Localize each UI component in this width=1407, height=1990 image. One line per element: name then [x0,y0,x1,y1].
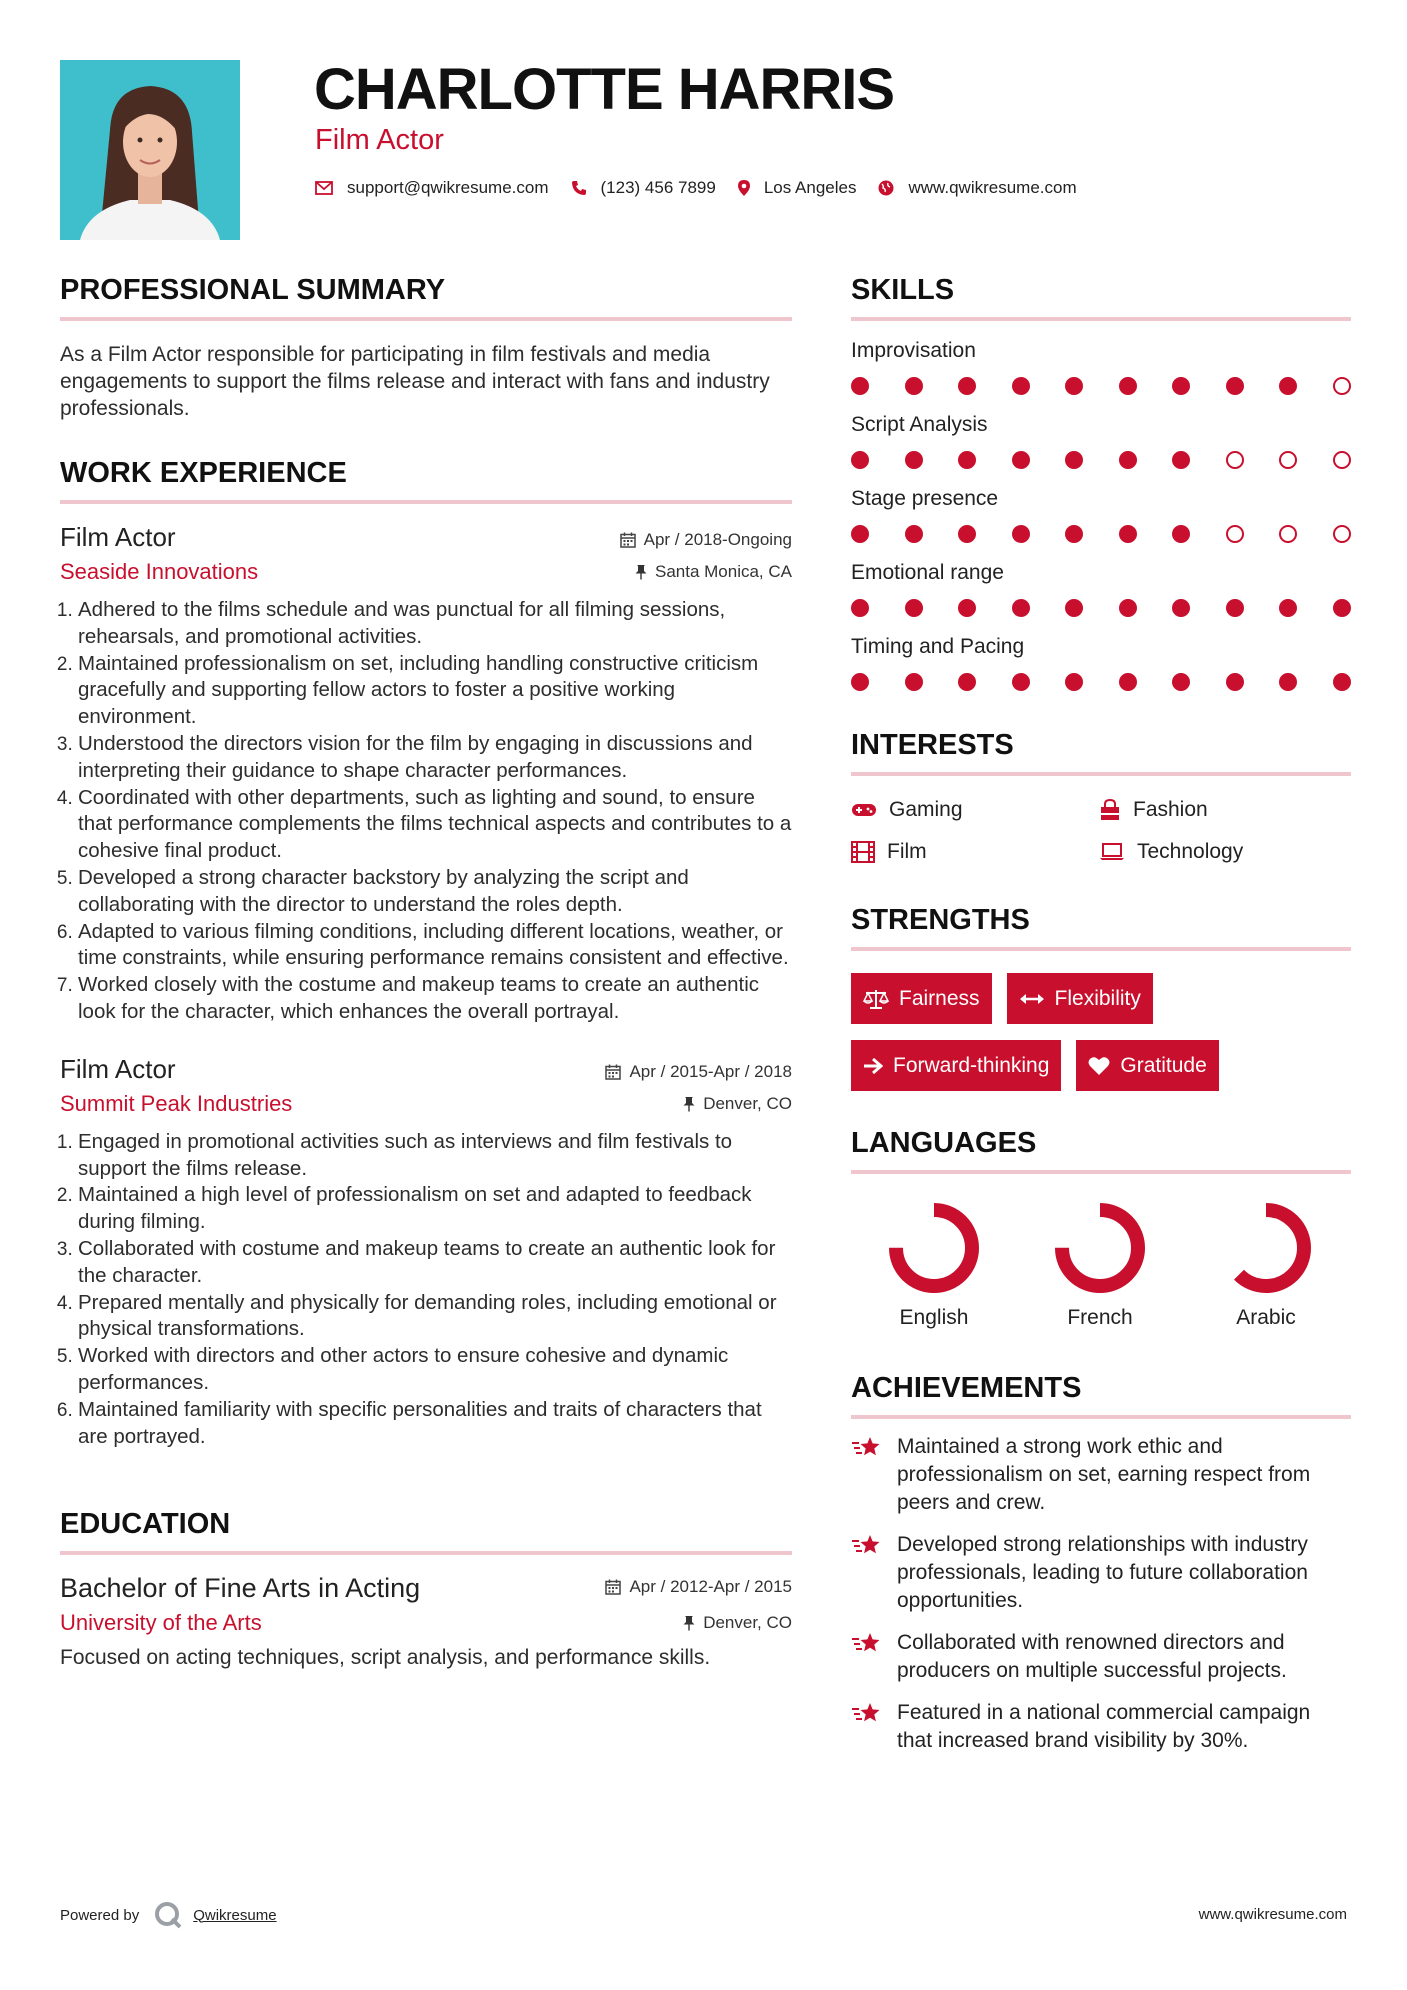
rating-dot-filled [958,377,976,395]
job-bullet: 2. Maintained professionalism on set, including handling constructive criticism gracefully and supporting fellow actors to foster a positive working environment. [78,651,792,731]
education-description: Focused on acting techniques, script analysis, and performance skills. [60,1646,711,1670]
rating-dot-empty [1279,525,1297,543]
job-bullet: 5. Developed a strong character backstory by analyzing the script and collaborating with the director to understand the roles depth. [78,865,792,919]
job-entry [60,522,792,1026]
rating-dot-filled [1226,673,1244,691]
language-proficiency-arc [1228,1210,1304,1286]
language-proficiency-arc [1062,1210,1138,1286]
skill-name: Emotional range [851,561,1004,584]
rating-dot-filled [1065,451,1083,469]
language-proficiency-ring [1050,1198,1150,1298]
job-bullet: 3. Collaborated with costume and makeup teams to create an authentic look for the character. [78,1236,792,1290]
arrow-right-icon [863,1057,883,1075]
job-location-text: Santa Monica, CA [654,562,792,581]
job-bullet: 1. Adhered to the films schedule and was punctual for all filming sessions, rehearsals, and promotional activities. [78,597,792,651]
rating-dot-empty [1333,525,1351,543]
rating-dot-filled [958,525,976,543]
skill-rating [851,525,1351,543]
heart-icon [1088,1056,1110,1076]
achievement-text: Developed strong relationships with industry professionals, leading to future collaboration opportunities. [897,1533,1308,1612]
language-item [1183,1198,1349,1330]
job-dates-text: Apr / 2018-Ongoing [643,530,792,549]
section-title-summary: PROFESSIONAL SUMMARY [60,274,792,321]
language-proficiency-ring [884,1198,984,1298]
gamepad-icon [851,802,877,818]
rating-dot-filled [1012,525,1030,543]
profile-photo [60,60,240,240]
section-title-strengths: STRENGTHS [851,904,1351,951]
strength-tag [851,1040,1061,1091]
achievement-item [851,1629,1351,1685]
rating-dot-filled [1172,673,1190,691]
interest-label: Gaming [889,798,963,821]
skill-rating [851,673,1351,691]
footer-website[interactable]: www.qwikresume.com [1198,1906,1347,1923]
arrows-horizontal-icon [1019,992,1045,1006]
rating-dot-filled [1279,377,1297,395]
job-title: Film Actor [60,522,176,552]
education-location-text: Denver, CO [703,1613,792,1633]
calendar-icon [605,1064,621,1080]
interest-label: Film [887,840,927,863]
education-school: University of the Arts [60,1610,262,1636]
rating-dot-filled [1226,599,1244,617]
achievements-list [851,1433,1351,1755]
balance-scale-icon [863,988,889,1010]
education-entry [60,1573,792,1670]
interest-item [851,798,1099,822]
star-award-icon [851,1701,883,1727]
section-title-skills: SKILLS [851,274,1351,321]
calendar-icon [605,1579,621,1595]
contact-phone-text: (123) 456 7899 [600,178,716,197]
rating-dot-filled [1172,525,1190,543]
strength-tag [1007,973,1153,1024]
interest-label: Technology [1137,840,1244,863]
strength-tag [1076,1040,1218,1091]
contact-website-text: www.qwikresume.com [908,178,1077,197]
rating-dot-filled [1012,377,1030,395]
education-section [60,1508,792,1670]
strengths-tags [851,973,1351,1091]
language-item [851,1198,1017,1330]
skill-name: Timing and Pacing [851,635,1025,658]
rating-dot-filled [1012,673,1030,691]
section-title-achievements: ACHIEVEMENTS [851,1372,1351,1419]
job-company: Summit Peak Industries [60,1090,293,1116]
film-icon [851,841,875,863]
strength-label: Forward-thinking [893,1053,1050,1077]
rating-dot-filled [1279,673,1297,691]
achievement-item [851,1433,1351,1517]
education-location [605,1613,792,1633]
rating-dot-filled [1012,451,1030,469]
star-award-icon [851,1631,883,1657]
rating-dot-filled [1172,377,1190,395]
job-entry [60,1054,792,1451]
achievement-item [851,1531,1351,1615]
skill-rating [851,377,1351,395]
rating-dot-filled [1012,599,1030,617]
rating-dot-filled [958,451,976,469]
contact-location-text: Los Angeles [763,178,857,197]
job-bullet: 1. Engaged in promotional activities such as interviews and film festivals to support the films release. [78,1129,792,1183]
job-location [605,1094,792,1114]
rating-dot-filled [1065,525,1083,543]
job-dates-text: Apr / 2015-Apr / 2018 [629,1061,792,1081]
job-bullet: 6. Maintained familiarity with specific personalities and traits of characters that are portrayed. [78,1397,792,1451]
language-proficiency-ring [1216,1198,1316,1298]
strength-label: Gratitude [1120,1053,1207,1077]
star-award-icon [851,1435,883,1461]
rating-dot-filled [1119,673,1137,691]
skill-name: Stage presence [851,487,999,510]
contact-bar [315,178,1099,198]
summary-section [60,274,792,422]
rating-dot-filled [1065,599,1083,617]
interest-label: Fashion [1133,798,1208,821]
job-company: Seaside Innovations [60,559,259,584]
rating-dot-filled [1279,599,1297,617]
rating-dot-filled [1119,525,1137,543]
rating-dot-filled [1172,451,1190,469]
experience-section [60,457,792,1450]
rating-dot-filled [905,673,923,691]
achievements-section [851,1372,1351,1755]
job-bullet: 6. Adapted to various filming conditions, including different locations, weather, or time constraints, while ensuring performance remains consistent and effective. [78,919,792,973]
rating-dot-filled [905,599,923,617]
achievement-text: Collaborated with renowned directors and producers on multiple successful projects. [897,1631,1287,1682]
candidate-name: CHARLOTTE HARRIS [314,57,895,122]
job-bullet: 4. Coordinated with other departments, such as lighting and sound, to ensure that performance complements the films technical aspects and contributes to a cohesive final product. [78,785,792,865]
skills-section [851,274,1351,691]
rating-dot-empty [1333,451,1351,469]
job-location [620,562,792,582]
strengths-section [851,904,1351,1091]
interests-grid [851,798,1351,864]
job-title: Film Actor [60,1053,176,1084]
rating-dot-empty [1226,525,1244,543]
pushpin-icon [683,1096,695,1112]
rating-dot-empty [1333,377,1351,395]
job-dates [620,530,792,550]
rating-dot-filled [905,377,923,395]
strength-label: Fairness [899,986,980,1010]
summary-text: As a Film Actor responsible for participating in film festivals and media engagements to support the films release and interact with fans and industry professionals. [60,343,770,420]
shopping-bag-icon [1099,799,1121,821]
interest-item [1099,840,1347,864]
education-meta [605,1577,792,1633]
powered-by-text: Powered by [60,1906,140,1924]
rating-dot-filled [1333,673,1351,691]
skills-list [851,339,1351,691]
achievement-text: Featured in a national commercial campaign that increased brand visibility by 30%. [897,1701,1311,1752]
rating-dot-filled [1119,451,1137,469]
job-location-text: Denver, CO [703,1093,792,1113]
rating-dot-filled [1065,377,1083,395]
contact-website[interactable] [878,178,1076,198]
language-item [1017,1198,1183,1330]
interests-section [851,729,1351,864]
left-column [60,274,792,1670]
skill-name: Improvisation [851,339,976,362]
rating-dot-filled [1119,377,1137,395]
job-meta [605,1062,792,1114]
job-bullet: 2. Maintained a high level of professionalism on set and adapted to feedback during filming. [78,1182,792,1236]
achievement-text: Maintained a strong work ethic and professionalism on set, earning respect from peers and crew. [897,1435,1311,1514]
skill-rating [851,451,1351,469]
rating-dot-filled [1172,599,1190,617]
languages-list [851,1198,1351,1330]
rating-dot-filled [1333,599,1351,617]
section-title-languages: LANGUAGES [851,1127,1351,1174]
contact-email[interactable] [315,178,549,198]
globe-icon [878,180,894,196]
rating-dot-empty [1226,451,1244,469]
language-proficiency-arc [896,1210,972,1286]
language-label: Arabic [1236,1306,1296,1329]
interest-item [1099,798,1347,822]
job-bullet: 7. Worked closely with the costume and makeup teams to create an authentic look for the character, which enhances the overall portrayal. [78,972,792,1026]
strength-label: Flexibility [1054,986,1141,1010]
rating-dot-filled [851,377,869,395]
calendar-icon [620,532,636,548]
footer-powered-by [60,1900,277,1930]
education-dates [605,1577,792,1597]
job-bullet: 3. Understood the directors vision for the film by engaging in discussions and interpreting their guidance to shape character performances. [78,731,792,785]
laptop-icon [1099,843,1125,861]
rating-dot-filled [1119,599,1137,617]
skill-name: Script Analysis [851,413,988,436]
education-dates-text: Apr / 2012-Apr / 2015 [629,1577,792,1597]
job-bullet: 5. Worked with directors and other actors to ensure cohesive and dynamic performances. [78,1343,792,1397]
rating-dot-filled [905,451,923,469]
rating-dot-empty [1279,451,1297,469]
pushpin-icon [635,564,647,580]
skill-rating [851,599,1351,617]
language-label: English [899,1306,969,1329]
rating-dot-filled [851,525,869,543]
pushpin-icon [683,1615,695,1631]
section-title-education: EDUCATION [60,1508,792,1555]
section-title-interests: INTERESTS [851,729,1351,776]
portrait-image [60,60,240,240]
rating-dot-filled [1226,377,1244,395]
rating-dot-filled [851,599,869,617]
right-column [851,274,1351,1755]
contact-email-text: support@qwikresume.com [347,178,549,197]
section-title-experience: WORK EXPERIENCE [60,457,792,504]
strength-tag [851,973,992,1024]
rating-dot-filled [1065,673,1083,691]
job-bullet: 4. Prepared mentally and physically for demanding roles, including emotional or physical transformations. [78,1290,792,1344]
education-degree: Bachelor of Fine Arts in Acting [60,1573,421,1604]
rating-dot-filled [851,673,869,691]
job-bullets [60,1129,792,1451]
job-meta [620,530,792,582]
rating-dot-filled [851,451,869,469]
star-award-icon [851,1533,883,1559]
footer-brand-link[interactable]: Qwikresume [193,1906,277,1924]
candidate-role: Film Actor [315,124,444,156]
language-label: French [1067,1306,1133,1329]
contact-phone[interactable] [571,178,716,198]
rating-dot-filled [958,599,976,617]
map-pin-icon [738,180,750,196]
achievement-item [851,1699,1351,1755]
envelope-icon [315,181,333,195]
qwikresume-logo-icon [153,1900,183,1930]
job-dates [605,1062,792,1082]
contact-location [738,178,857,198]
interest-item [851,840,1099,864]
rating-dot-filled [905,525,923,543]
languages-section [851,1127,1351,1330]
rating-dot-filled [958,673,976,691]
phone-icon [571,180,587,196]
job-bullets [60,597,792,1026]
